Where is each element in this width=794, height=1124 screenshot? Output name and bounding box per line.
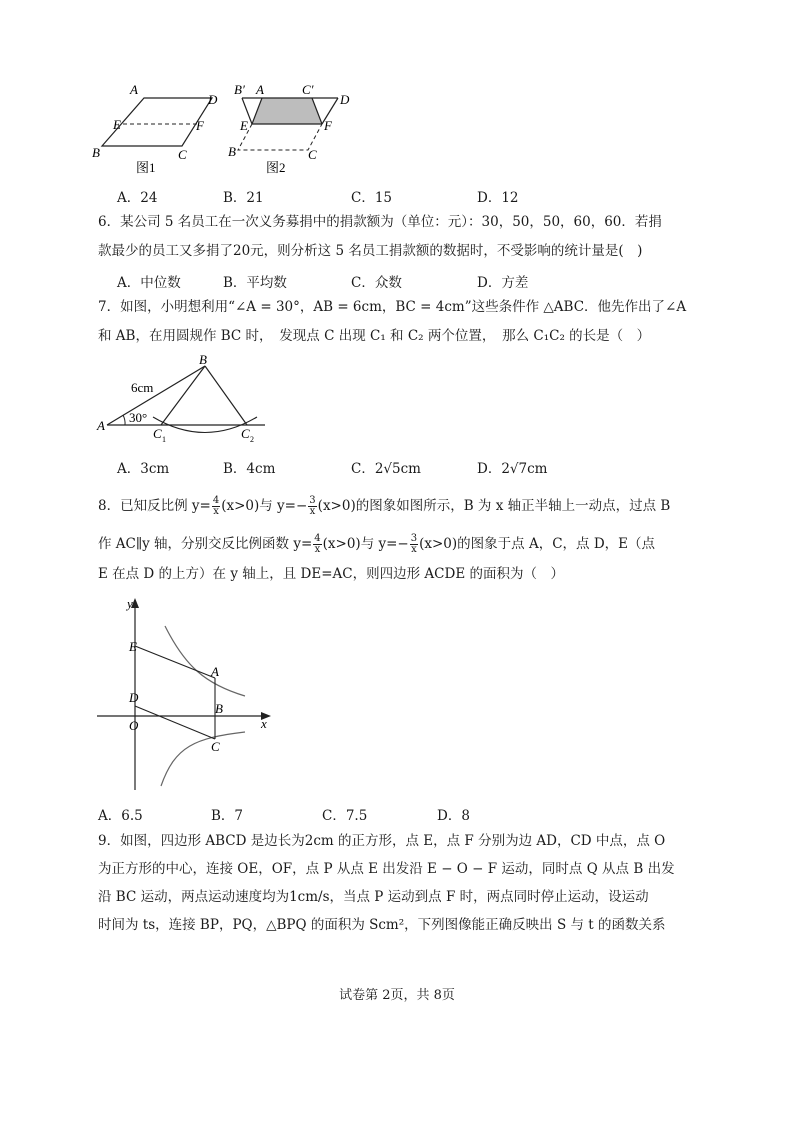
q8-fraction-1: $\frac{4}{x}$ (212, 494, 220, 517)
fig1-caption: 图1 (136, 160, 156, 175)
q8-option-c: C．7.5 (322, 808, 368, 824)
q7-stem-line1: 7．如图，小明想利用“∠A = 30°，AB = 6cm，BC = 4cm”这些条件作 △ABC．他先作出了∠A (98, 299, 687, 315)
fig2-caption: 图2 (266, 160, 286, 175)
inverse-proportion-graph (95, 596, 280, 792)
q8-line1-a: 8．已知反比例 y= (98, 498, 211, 514)
fig1-label-d: D (208, 92, 218, 107)
q8-stem-line1 (98, 486, 670, 526)
fig2-label-d: D (340, 92, 350, 107)
q8-stem-line3: E 在点 D 的上方）在 y 轴上，且 DE=AC，则四边形 ACDE 的面积为（ ） (98, 566, 564, 582)
q8-option-d: D．8 (437, 808, 470, 824)
fig7-side-label: 6cm (131, 380, 154, 395)
q7-option-a: A．3cm (117, 461, 170, 477)
fig8-label-o: O (129, 718, 139, 733)
q6-option-b: B．平均数 (223, 275, 287, 291)
fig1-label-c: C (178, 147, 187, 162)
q8-fraction-2: $\frac{3}{x}$ (309, 494, 316, 517)
fig2-label-bp: B′ (234, 82, 245, 97)
q6-option-c: C．众数 (351, 275, 402, 291)
fig8-label-e: E (129, 639, 137, 654)
q8-line2-a: 作 AC∥y 轴，分别交反比例函数 y= (98, 536, 313, 552)
fig2-label-f: F (324, 118, 332, 133)
fig2-label-b: B (228, 144, 236, 159)
fig1-label-b: B (92, 145, 100, 160)
q6-option-d: D．方差 (477, 275, 529, 291)
q7-option-b: B．4cm (223, 461, 276, 477)
fig2-label-e: E (240, 118, 248, 133)
fig2-label-a: A (256, 82, 264, 97)
fig1-label-e: E (113, 117, 121, 132)
q8-stem-line2 (98, 524, 655, 564)
q7-option-c: C．2√5cm (351, 461, 421, 477)
page-footer: 试卷第 2页，共 8页 (339, 988, 455, 1003)
fig7-label-c2-sub: 2 (250, 435, 254, 444)
fig8-label-d: D (129, 690, 139, 705)
q8-line1-c: (x>0)的图象如图所示，B 为 x 轴正半轴上一动点，过点 B (317, 498, 671, 514)
q8-option-a: A．6.5 (98, 808, 143, 824)
fig7-label-b: B (199, 352, 207, 367)
q6-option-a: A．中位数 (117, 275, 181, 291)
q5-option-b: B．21 (223, 190, 264, 206)
fig7-angle-label: 30° (129, 410, 148, 425)
fig2-label-cp: C′ (302, 82, 314, 97)
figure-1 (92, 82, 218, 175)
figure-2 (228, 82, 350, 175)
fig8-axis-x: x (261, 716, 267, 731)
q9-stem-line1: 9．如图，四边形 ABCD 是边长为2cm 的正方形，点 E，点 F 分别为边 AD，CD 中点，点 O (98, 833, 666, 849)
q6-stem-line2: 款最少的员工又多捐了20元，则分析这 5 名员工捐款额的数据时，不受影响的统计量是( ) (98, 243, 643, 259)
fig1-label-f: F (196, 118, 204, 133)
q6-stem-line1: 6．某公司 5 名员工在一次义务募捐中的捐款额为（单位：元）：30，50，50，60，60．若捐 (98, 214, 662, 230)
fig8-label-a: A (211, 664, 219, 679)
q8-line1-b: (x>0)与 y=− (221, 498, 308, 514)
q5-option-d: D．12 (477, 190, 519, 206)
q8-fraction-4: $\frac{3}{x}$ (410, 532, 418, 555)
q9-stem-line3: 沿 BC 运动，两点运动速度均为1cm/s，当点 P 运动到点 F 时，两点同时停止运动，设运动 (98, 889, 649, 905)
fig8-label-b: B (215, 701, 223, 716)
q8-fraction-3: $\frac{4}{x}$ (314, 532, 321, 555)
fig8-axis-y: y (127, 596, 133, 611)
q9-stem-line2: 为正方形的中心，连接 OE，OF，点 P 从点 E 出发沿 E − O − F 运动，同时点 Q 从点 B 出发 (98, 861, 675, 877)
q8-option-b: B．7 (211, 808, 244, 824)
fig7-label-c1: C (153, 426, 162, 441)
q8-line2-b: (x>0)与 y=− (322, 536, 409, 552)
q9-stem-line4: 时间为 ts，连接 BP，PQ，△BPQ 的面积为 Scm²，下列图像能正确反映出 S 与 t 的函数关系 (98, 917, 666, 933)
parallelogram-figures (90, 80, 370, 180)
triangle-compass-figure (95, 352, 275, 444)
q5-option-a: A．24 (117, 190, 158, 206)
q7-stem-line2: 和 AB，在用圆规作 BC 时， 发现点 C 出现 C₁ 和 C₂ 两个位置， 那么 C₁C₂ 的长是（ ） (98, 328, 651, 344)
fig8-label-c: C (211, 739, 220, 754)
fig7-label-c1-sub: 1 (162, 435, 166, 444)
q5-option-c: C．15 (351, 190, 393, 206)
fig7-label-a: A (97, 418, 105, 433)
q7-option-d: D．2√7cm (477, 461, 548, 477)
fig2-label-c: C (308, 147, 317, 162)
q8-line2-c: (x>0)的图象于点 A，C，点 D，E（点 (419, 536, 655, 552)
fig1-label-a: A (130, 82, 138, 97)
fig7-label-c2: C (241, 426, 250, 441)
